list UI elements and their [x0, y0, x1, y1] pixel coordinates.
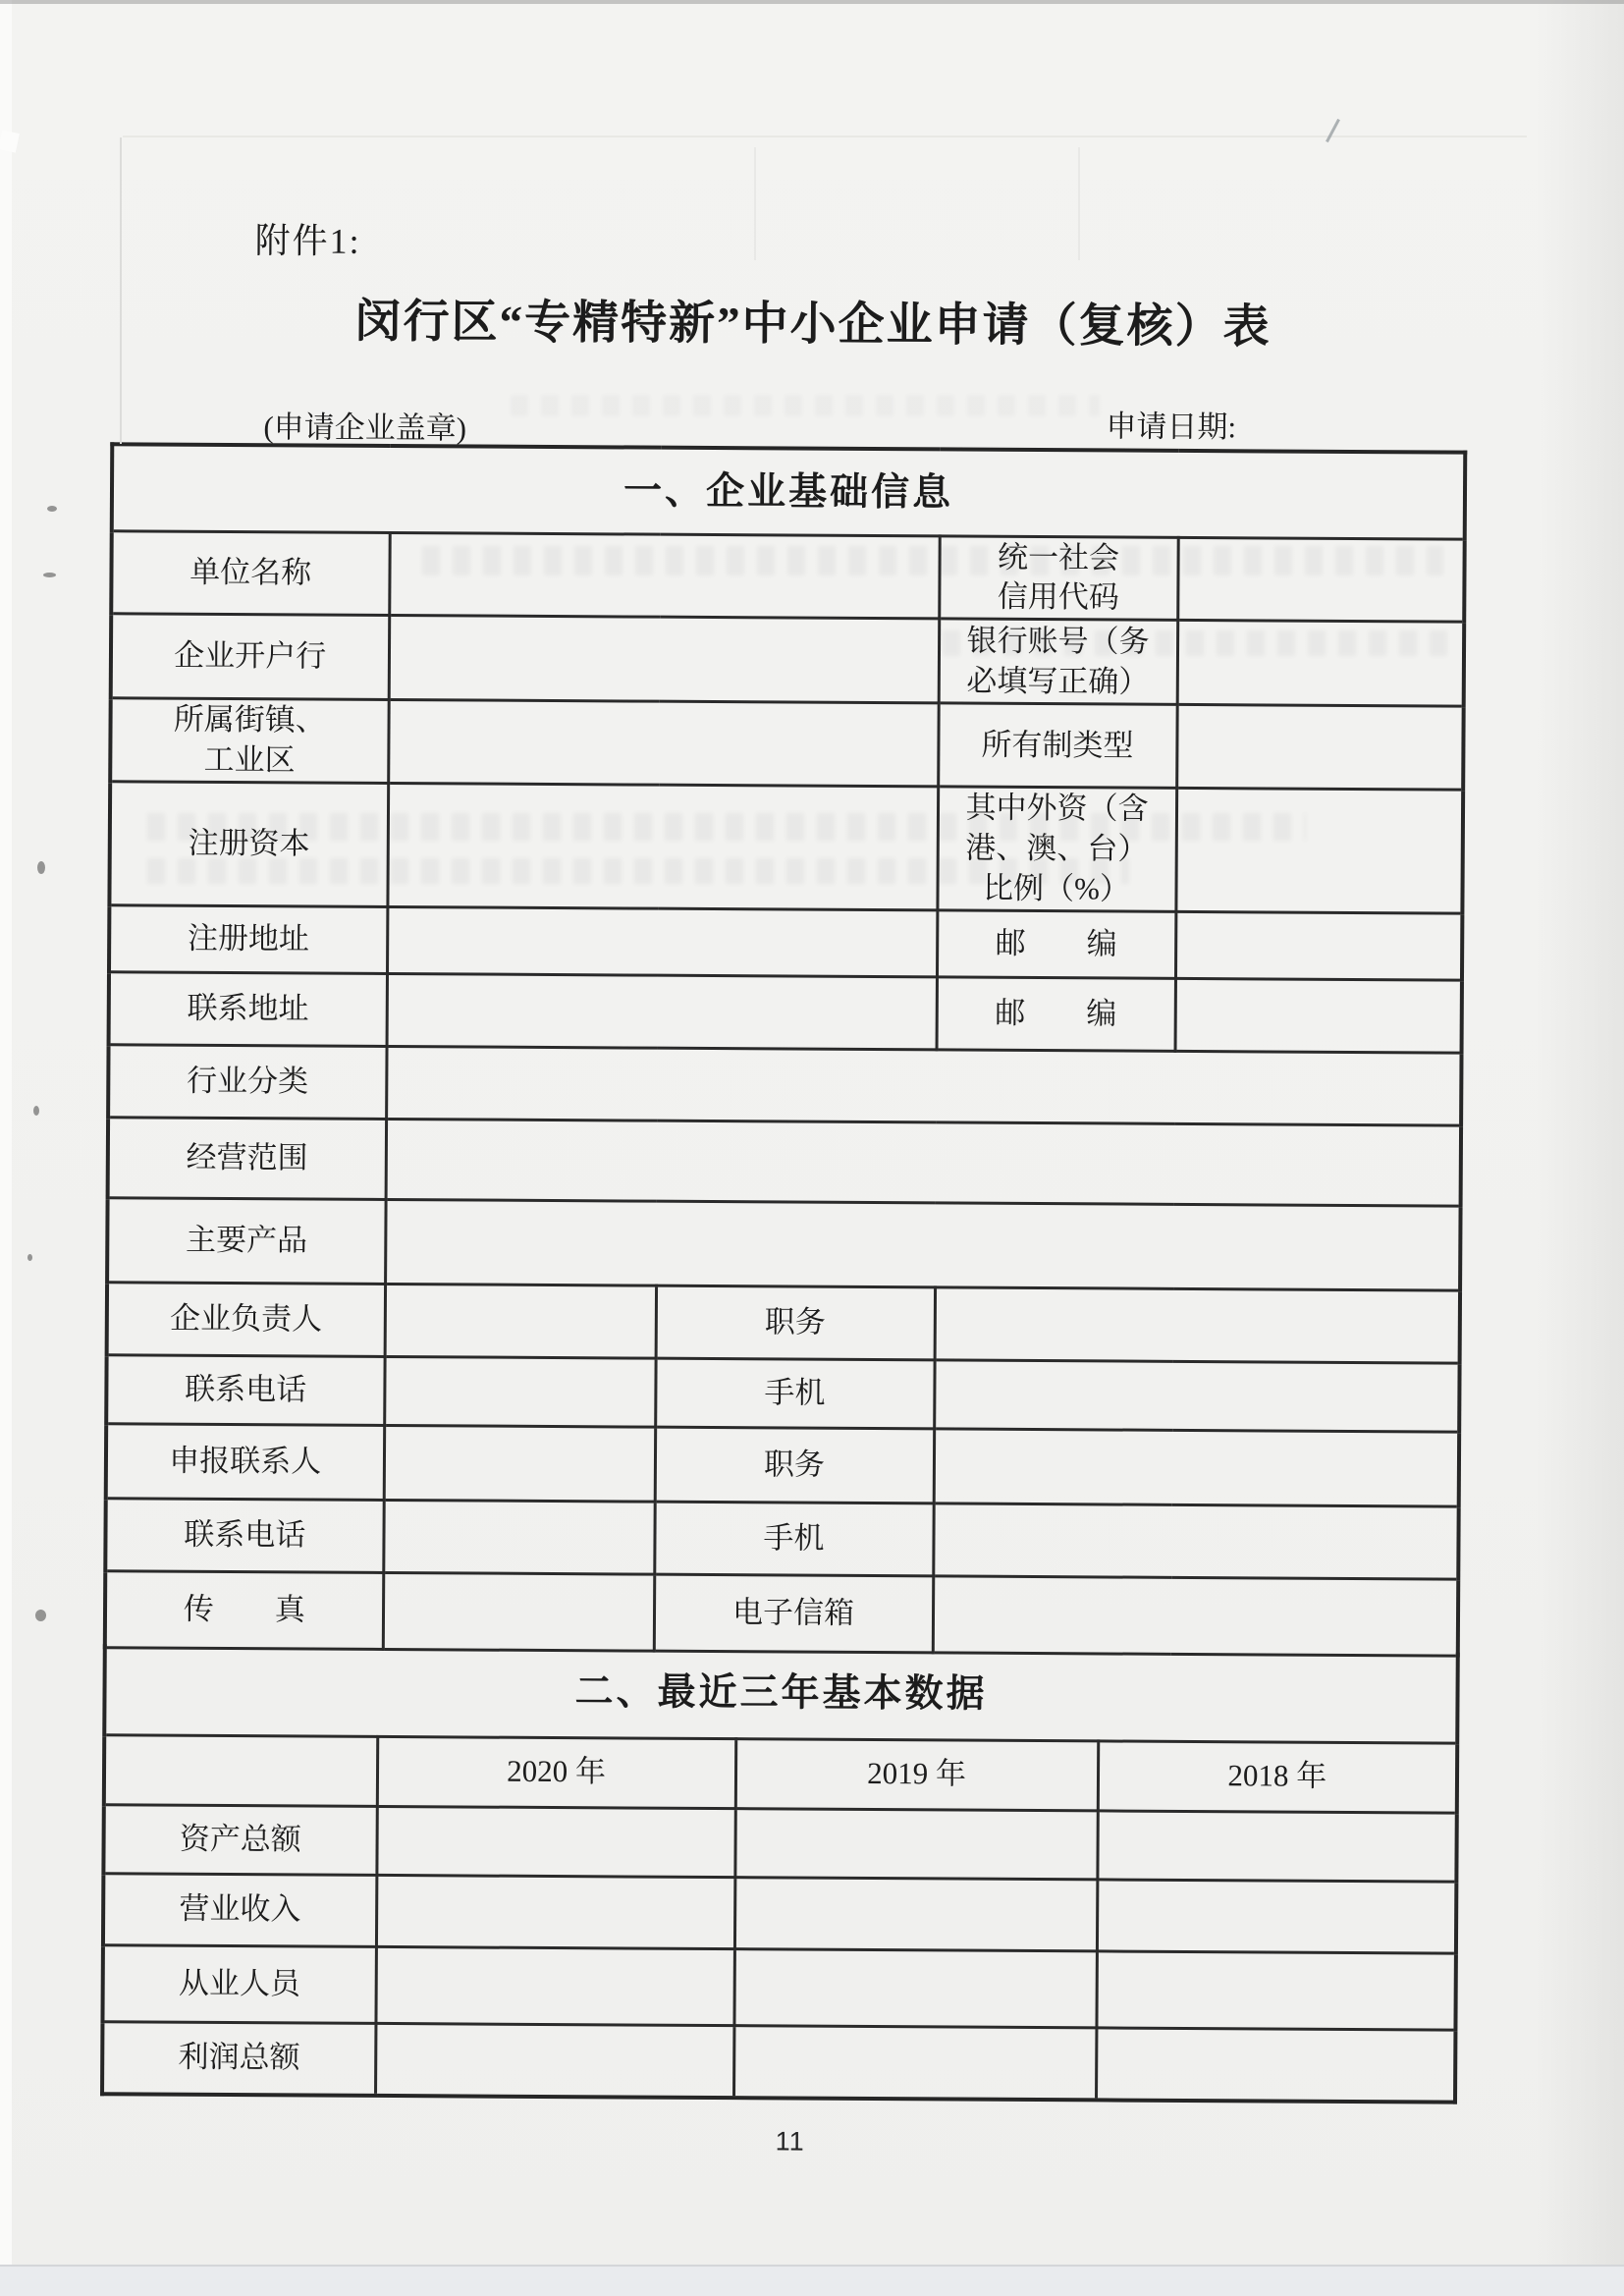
field-label: 利润总额 [102, 2021, 375, 2096]
field-value-cell [385, 1200, 1461, 1291]
field-value-cell [1097, 1810, 1456, 1881]
field-value-cell [1175, 979, 1463, 1054]
form-title: 闵行区“专精特新”中小企业申请（复核）表 [354, 296, 1272, 354]
field-value-cell [376, 1806, 734, 1877]
field-value-cell [1175, 789, 1463, 914]
field-label: 其中外资（含 港、澳、台） 比例（%） [937, 787, 1176, 911]
field-value-cell [935, 1287, 1461, 1363]
field-value-cell [733, 1948, 1096, 2027]
attachment-label: 附件1: [254, 221, 361, 261]
year-row-corner-cell [104, 1734, 377, 1806]
field-value-cell [933, 1576, 1459, 1656]
field-value-cell [934, 1429, 1460, 1506]
field-value-cell [389, 532, 940, 619]
field-value-cell [1175, 912, 1462, 981]
stamp-note: (申请企业盖章) [263, 410, 467, 446]
field-value-cell [1177, 621, 1465, 707]
field-value-cell [733, 2025, 1096, 2100]
field-value-cell [1176, 705, 1464, 791]
page-number: 11 [775, 2126, 805, 2157]
field-label: 资产总额 [103, 1804, 376, 1875]
field-value-cell [384, 1426, 655, 1503]
field-value-cell [1096, 1950, 1455, 2029]
field-label: 注册地址 [109, 905, 387, 974]
section1-heading: 一、企业基础信息 [112, 444, 1466, 538]
field-value-cell [1096, 2027, 1455, 2102]
basic-info-table [103, 442, 1468, 1658]
field-value-cell [387, 784, 938, 910]
field-label: 统一社会 信用代码 [939, 535, 1178, 620]
field-label: 所属街镇、 工业区 [110, 698, 389, 784]
field-label: 申报联系人 [106, 1424, 384, 1501]
field-label: 企业负责人 [107, 1283, 385, 1357]
field-value-cell [1097, 1879, 1456, 1952]
field-value-cell [375, 1946, 733, 2025]
field-label: 邮 编 [937, 977, 1175, 1051]
field-label: 手机 [655, 1358, 934, 1429]
field-label: 行业分类 [108, 1045, 386, 1120]
field-label: 从业人员 [102, 1944, 375, 2023]
field-value-cell [376, 1875, 734, 1948]
field-label: 银行账号（务 必填写正确） [939, 619, 1178, 704]
field-value-cell [385, 1285, 656, 1359]
field-label: 注册资本 [109, 782, 388, 907]
application-date-label: 申请日期: [1106, 409, 1237, 445]
field-value-cell [933, 1503, 1459, 1579]
field-value-cell [383, 1501, 654, 1575]
field-label: 传 真 [105, 1571, 383, 1650]
field-label: 手机 [654, 1502, 933, 1576]
field-label: 联系电话 [105, 1499, 383, 1573]
field-value-cell [389, 616, 940, 703]
field-value-cell [386, 1120, 1462, 1207]
field-value-cell [387, 907, 937, 977]
section2-heading: 二、最近三年基本数据 [104, 1644, 1458, 1742]
field-label: 所有制类型 [938, 703, 1177, 788]
field-value-cell [387, 974, 937, 1050]
field-label: 联系地址 [109, 972, 387, 1047]
field-value-cell [386, 1047, 1461, 1126]
field-label: 邮 编 [937, 910, 1175, 978]
year-column-header: 2019 年 [735, 1738, 1098, 1810]
field-label: 经营范围 [108, 1118, 386, 1200]
year-column-header: 2018 年 [1098, 1740, 1457, 1812]
field-label: 单位名称 [111, 530, 390, 616]
field-label: 电子信箱 [654, 1574, 933, 1653]
field-value-cell [734, 1877, 1097, 1950]
field-value-cell [934, 1360, 1459, 1432]
field-value-cell [375, 2023, 733, 2098]
field-value-cell [383, 1573, 654, 1652]
field-label: 职务 [655, 1427, 934, 1503]
field-label: 职务 [656, 1285, 935, 1360]
field-label: 联系电话 [106, 1355, 384, 1426]
field-value-cell [384, 1357, 655, 1428]
field-label: 营业收入 [103, 1873, 376, 1946]
field-label: 企业开户行 [111, 614, 390, 700]
field-label: 主要产品 [107, 1198, 386, 1285]
field-value-cell [388, 700, 939, 787]
year-column-header: 2020 年 [377, 1736, 735, 1808]
field-value-cell [734, 1808, 1097, 1879]
field-value-cell [1177, 537, 1465, 623]
three-year-data-table [100, 1644, 1460, 2104]
